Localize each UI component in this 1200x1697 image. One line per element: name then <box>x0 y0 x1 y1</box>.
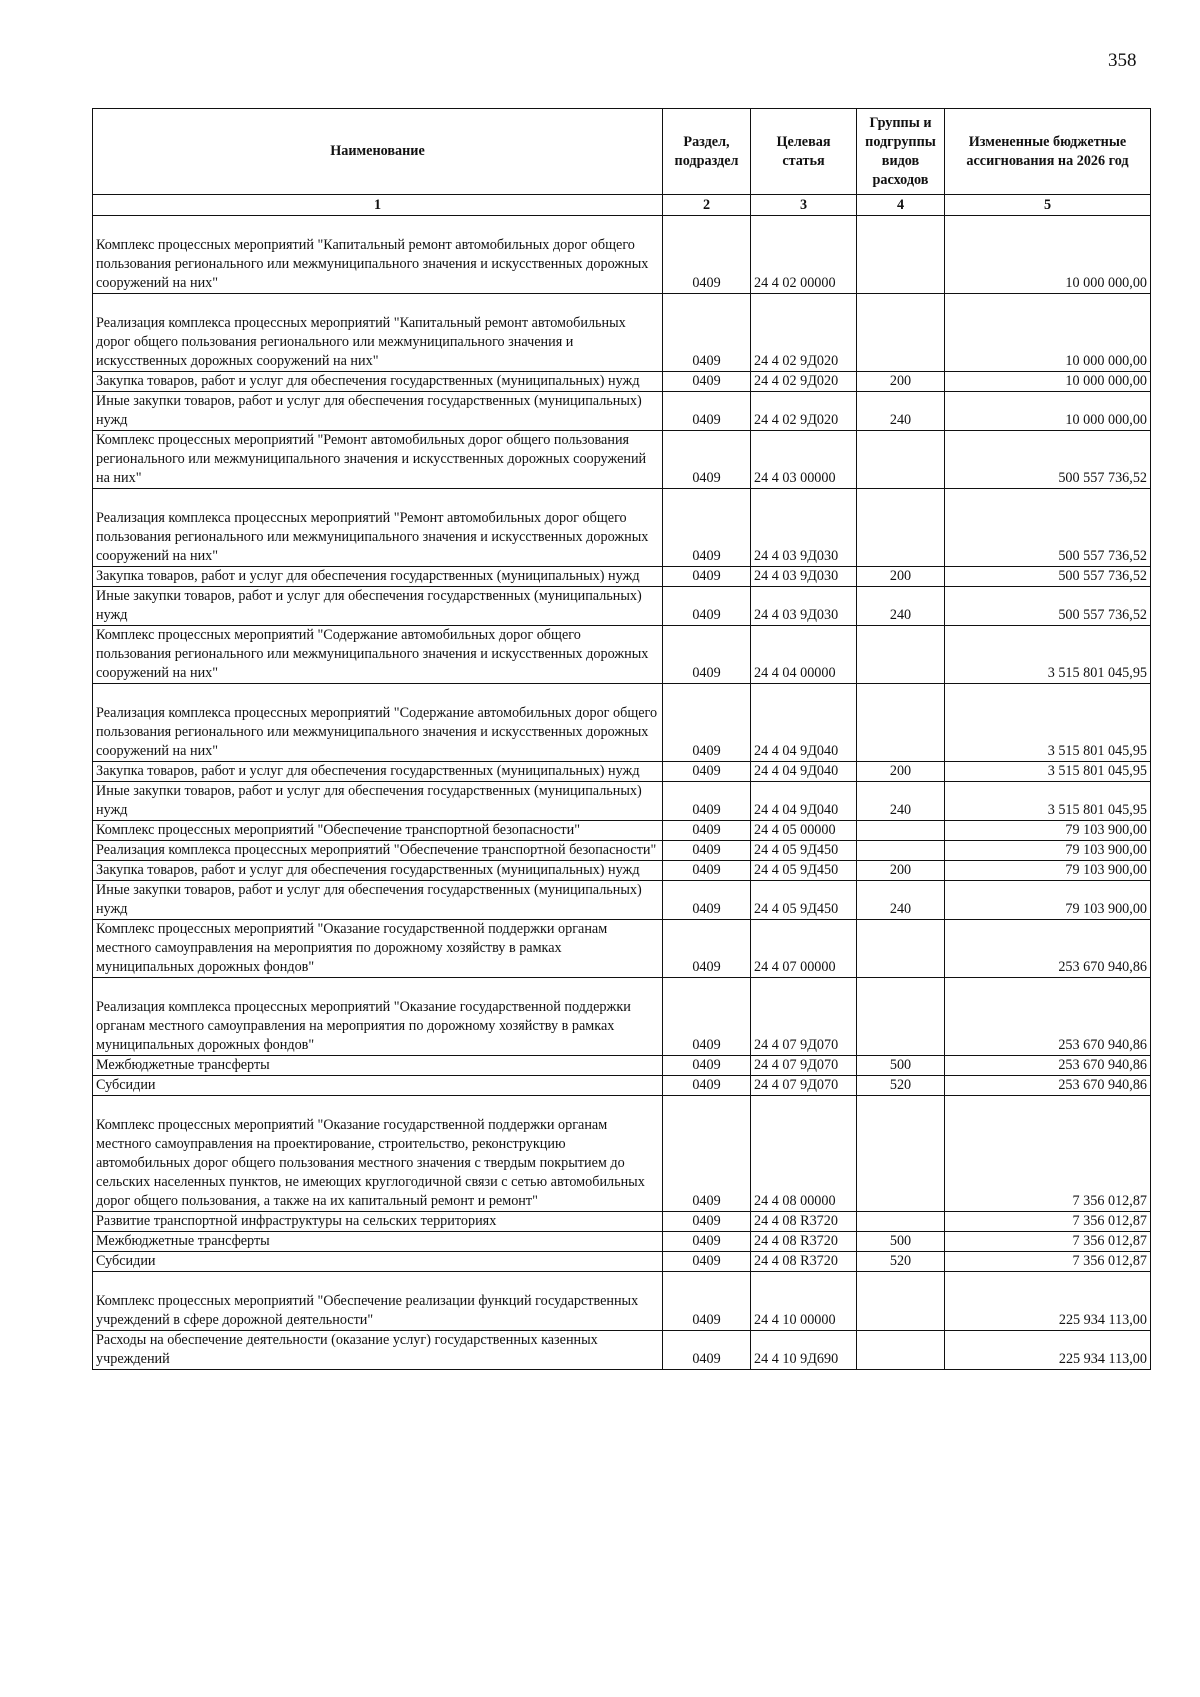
table-row <box>93 1056 1151 1076</box>
row-amount: 7 356 012,87 <box>945 1252 1151 1272</box>
row-amount: 253 670 940,86 <box>945 1056 1151 1076</box>
row-target: 24 4 08 R3720 <box>751 1232 857 1252</box>
table-row <box>93 1212 1151 1232</box>
row-name: Иные закупки товаров, работ и услуг для обеспечения государственных (муниципальных) нужд <box>93 881 663 920</box>
row-target: 24 4 07 00000 <box>751 920 857 978</box>
row-group: 240 <box>857 881 945 920</box>
row-section: 0409 <box>663 1232 751 1252</box>
row-section: 0409 <box>663 978 751 1056</box>
row-group <box>857 431 945 489</box>
row-group <box>857 684 945 762</box>
row-name: Расходы на обеспечение деятельности (оказание услуг) государственных казенных учреждений <box>93 1331 663 1370</box>
row-amount: 253 670 940,86 <box>945 920 1151 978</box>
column-number: 3 <box>751 195 857 216</box>
row-target: 24 4 03 9Д030 <box>751 587 857 626</box>
table-row <box>93 821 1151 841</box>
row-group <box>857 821 945 841</box>
row-section: 0409 <box>663 881 751 920</box>
row-target: 24 4 07 9Д070 <box>751 978 857 1056</box>
row-group <box>857 841 945 861</box>
row-target: 24 4 10 00000 <box>751 1272 857 1331</box>
row-name: Субсидии <box>93 1076 663 1096</box>
row-name: Реализация комплекса процессных мероприятий "Оказание государственной поддержки органам местного самоуправления на мероприятия по дорожному хозяйству в рамках муниципальных дорожных фондов" <box>93 978 663 1056</box>
row-name: Иные закупки товаров, работ и услуг для обеспечения государственных (муниципальных) нужд <box>93 587 663 626</box>
row-group <box>857 1096 945 1212</box>
row-amount: 225 934 113,00 <box>945 1331 1151 1370</box>
row-section: 0409 <box>663 216 751 294</box>
row-name: Межбюджетные трансферты <box>93 1056 663 1076</box>
header-target: Целевая статья <box>751 109 857 195</box>
table-row <box>93 1076 1151 1096</box>
header-name: Наименование <box>93 109 663 195</box>
column-number: 1 <box>93 195 663 216</box>
row-group: 240 <box>857 782 945 821</box>
row-amount: 3 515 801 045,95 <box>945 626 1151 684</box>
row-amount: 3 515 801 045,95 <box>945 762 1151 782</box>
row-name: Субсидии <box>93 1252 663 1272</box>
row-section: 0409 <box>663 821 751 841</box>
row-target: 24 4 05 00000 <box>751 821 857 841</box>
table-row <box>93 1331 1151 1370</box>
row-name: Комплекс процессных мероприятий "Оказание государственной поддержки органам местного самоуправления на мероприятия по дорожному хозяйству в рамках муниципальных дорожных фондов" <box>93 920 663 978</box>
row-section: 0409 <box>663 372 751 392</box>
table-row <box>93 861 1151 881</box>
row-section: 0409 <box>663 841 751 861</box>
row-target: 24 4 05 9Д450 <box>751 881 857 920</box>
table-row <box>93 978 1151 1056</box>
row-amount: 500 557 736,52 <box>945 431 1151 489</box>
row-section: 0409 <box>663 567 751 587</box>
row-amount: 10 000 000,00 <box>945 372 1151 392</box>
row-name: Закупка товаров, работ и услуг для обеспечения государственных (муниципальных) нужд <box>93 372 663 392</box>
row-name: Реализация комплекса процессных мероприятий "Капитальный ремонт автомобильных дорог общего пользования регионального или межмуниципального значения и искусственных дорожных сооружений на них" <box>93 294 663 372</box>
table-row <box>93 782 1151 821</box>
row-name: Комплекс процессных мероприятий "Капитальный ремонт автомобильных дорог общего пользования регионального или межмуниципального значения и искусственных дорожных сооружений на них" <box>93 216 663 294</box>
row-name: Межбюджетные трансферты <box>93 1232 663 1252</box>
row-amount: 10 000 000,00 <box>945 392 1151 431</box>
row-group <box>857 216 945 294</box>
row-name: Комплекс процессных мероприятий "Ремонт автомобильных дорог общего пользования регионального или межмуниципального значения и искусственных дорожных сооружений на них" <box>93 431 663 489</box>
row-amount: 253 670 940,86 <box>945 978 1151 1056</box>
row-section: 0409 <box>663 1096 751 1212</box>
row-name: Комплекс процессных мероприятий "Обеспечение реализации функций государственных учреждений в сфере дорожной деятельности" <box>93 1272 663 1331</box>
row-target: 24 4 08 R3720 <box>751 1212 857 1232</box>
row-name: Комплекс процессных мероприятий "Оказание государственной поддержки органам местного самоуправления на проектирование, строительство, реконструкцию автомобильных дорог общего пользования местного значения с твердым покрытием до сельских населенных пунктов, не имеющих круглогодичной связи с сетью автомобильных дорог общего пользования, а также на их капитальный ремонт и ремонт" <box>93 1096 663 1212</box>
header-row <box>93 109 1151 195</box>
row-section: 0409 <box>663 294 751 372</box>
row-amount: 79 103 900,00 <box>945 821 1151 841</box>
row-amount: 7 356 012,87 <box>945 1232 1151 1252</box>
row-amount: 500 557 736,52 <box>945 489 1151 567</box>
table-row <box>93 684 1151 762</box>
row-group: 520 <box>857 1252 945 1272</box>
table-row <box>93 841 1151 861</box>
row-amount: 79 103 900,00 <box>945 861 1151 881</box>
row-name: Комплекс процессных мероприятий "Обеспечение транспортной безопасности" <box>93 821 663 841</box>
row-group: 500 <box>857 1056 945 1076</box>
row-section: 0409 <box>663 1212 751 1232</box>
row-group <box>857 1212 945 1232</box>
row-target: 24 4 08 R3720 <box>751 1252 857 1272</box>
row-target: 24 4 05 9Д450 <box>751 841 857 861</box>
row-target: 24 4 02 9Д020 <box>751 372 857 392</box>
row-name: Реализация комплекса процессных мероприятий "Ремонт автомобильных дорог общего пользования регионального или межмуниципального значения и искусственных дорожных сооружений на них" <box>93 489 663 567</box>
row-section: 0409 <box>663 762 751 782</box>
row-section: 0409 <box>663 782 751 821</box>
row-amount: 10 000 000,00 <box>945 294 1151 372</box>
row-target: 24 4 02 00000 <box>751 216 857 294</box>
row-name: Реализация комплекса процессных мероприятий "Обеспечение транспортной безопасности" <box>93 841 663 861</box>
row-amount: 225 934 113,00 <box>945 1272 1151 1331</box>
row-section: 0409 <box>663 489 751 567</box>
table-row <box>93 881 1151 920</box>
row-target: 24 4 03 9Д030 <box>751 567 857 587</box>
row-amount: 10 000 000,00 <box>945 216 1151 294</box>
table-row <box>93 1096 1151 1212</box>
row-target: 24 4 07 9Д070 <box>751 1076 857 1096</box>
page-number: 358 <box>1108 50 1137 71</box>
row-target: 24 4 04 9Д040 <box>751 782 857 821</box>
row-group: 200 <box>857 762 945 782</box>
table-row <box>93 392 1151 431</box>
table-row <box>93 587 1151 626</box>
row-group <box>857 978 945 1056</box>
column-number-row <box>93 195 1151 216</box>
row-group: 500 <box>857 1232 945 1252</box>
row-name: Закупка товаров, работ и услуг для обеспечения государственных (муниципальных) нужд <box>93 567 663 587</box>
row-group: 200 <box>857 567 945 587</box>
table-row <box>93 1232 1151 1252</box>
row-section: 0409 <box>663 1252 751 1272</box>
row-name: Закупка товаров, работ и услуг для обеспечения государственных (муниципальных) нужд <box>93 762 663 782</box>
row-group <box>857 489 945 567</box>
header-section: Раздел, подраздел <box>663 109 751 195</box>
column-number: 4 <box>857 195 945 216</box>
row-amount: 500 557 736,52 <box>945 587 1151 626</box>
row-amount: 3 515 801 045,95 <box>945 782 1151 821</box>
table-row <box>93 431 1151 489</box>
column-number: 5 <box>945 195 1151 216</box>
row-name: Реализация комплекса процессных мероприятий "Содержание автомобильных дорог общего пользования регионального или межмуниципального значения и искусственных дорожных сооружений на них" <box>93 684 663 762</box>
row-section: 0409 <box>663 1331 751 1370</box>
row-target: 24 4 05 9Д450 <box>751 861 857 881</box>
row-name: Закупка товаров, работ и услуг для обеспечения государственных (муниципальных) нужд <box>93 861 663 881</box>
row-group <box>857 920 945 978</box>
row-section: 0409 <box>663 392 751 431</box>
table-row <box>93 216 1151 294</box>
row-target: 24 4 10 9Д690 <box>751 1331 857 1370</box>
row-amount: 3 515 801 045,95 <box>945 684 1151 762</box>
table-row <box>93 626 1151 684</box>
table-row <box>93 372 1151 392</box>
row-name: Комплекс процессных мероприятий "Содержание автомобильных дорог общего пользования регионального или межмуниципального значения и искусственных дорожных сооружений на них" <box>93 626 663 684</box>
row-target: 24 4 02 9Д020 <box>751 392 857 431</box>
table-row <box>93 294 1151 372</box>
row-amount: 7 356 012,87 <box>945 1212 1151 1232</box>
row-target: 24 4 08 00000 <box>751 1096 857 1212</box>
row-target: 24 4 07 9Д070 <box>751 1056 857 1076</box>
row-target: 24 4 04 9Д040 <box>751 762 857 782</box>
row-section: 0409 <box>663 1056 751 1076</box>
table-row <box>93 567 1151 587</box>
row-group: 200 <box>857 861 945 881</box>
row-group <box>857 1331 945 1370</box>
row-amount: 253 670 940,86 <box>945 1076 1151 1096</box>
row-section: 0409 <box>663 684 751 762</box>
table-row <box>93 762 1151 782</box>
row-section: 0409 <box>663 861 751 881</box>
row-amount: 79 103 900,00 <box>945 841 1151 861</box>
row-name: Иные закупки товаров, работ и услуг для обеспечения государственных (муниципальных) нужд <box>93 782 663 821</box>
row-group <box>857 1272 945 1331</box>
row-group: 520 <box>857 1076 945 1096</box>
row-target: 24 4 03 00000 <box>751 431 857 489</box>
row-section: 0409 <box>663 1076 751 1096</box>
row-section: 0409 <box>663 587 751 626</box>
row-group: 240 <box>857 587 945 626</box>
table-row <box>93 489 1151 567</box>
header-amount: Измененные бюджетные ассигнования на 2026 год <box>945 109 1151 195</box>
header-groups: Группы и подгруппы видов расходов <box>857 109 945 195</box>
row-section: 0409 <box>663 1272 751 1331</box>
row-target: 24 4 04 9Д040 <box>751 684 857 762</box>
row-section: 0409 <box>663 626 751 684</box>
row-name: Развитие транспортной инфраструктуры на сельских территориях <box>93 1212 663 1232</box>
row-amount: 500 557 736,52 <box>945 567 1151 587</box>
table-row <box>93 1252 1151 1272</box>
row-group <box>857 626 945 684</box>
row-section: 0409 <box>663 920 751 978</box>
column-number: 2 <box>663 195 751 216</box>
row-target: 24 4 04 00000 <box>751 626 857 684</box>
table-row <box>93 1272 1151 1331</box>
row-group: 240 <box>857 392 945 431</box>
budget-table <box>92 108 1151 1370</box>
row-section: 0409 <box>663 431 751 489</box>
row-name: Иные закупки товаров, работ и услуг для обеспечения государственных (муниципальных) нужд <box>93 392 663 431</box>
row-target: 24 4 03 9Д030 <box>751 489 857 567</box>
row-group <box>857 294 945 372</box>
row-group: 200 <box>857 372 945 392</box>
table-row <box>93 920 1151 978</box>
row-target: 24 4 02 9Д020 <box>751 294 857 372</box>
row-amount: 79 103 900,00 <box>945 881 1151 920</box>
row-amount: 7 356 012,87 <box>945 1096 1151 1212</box>
